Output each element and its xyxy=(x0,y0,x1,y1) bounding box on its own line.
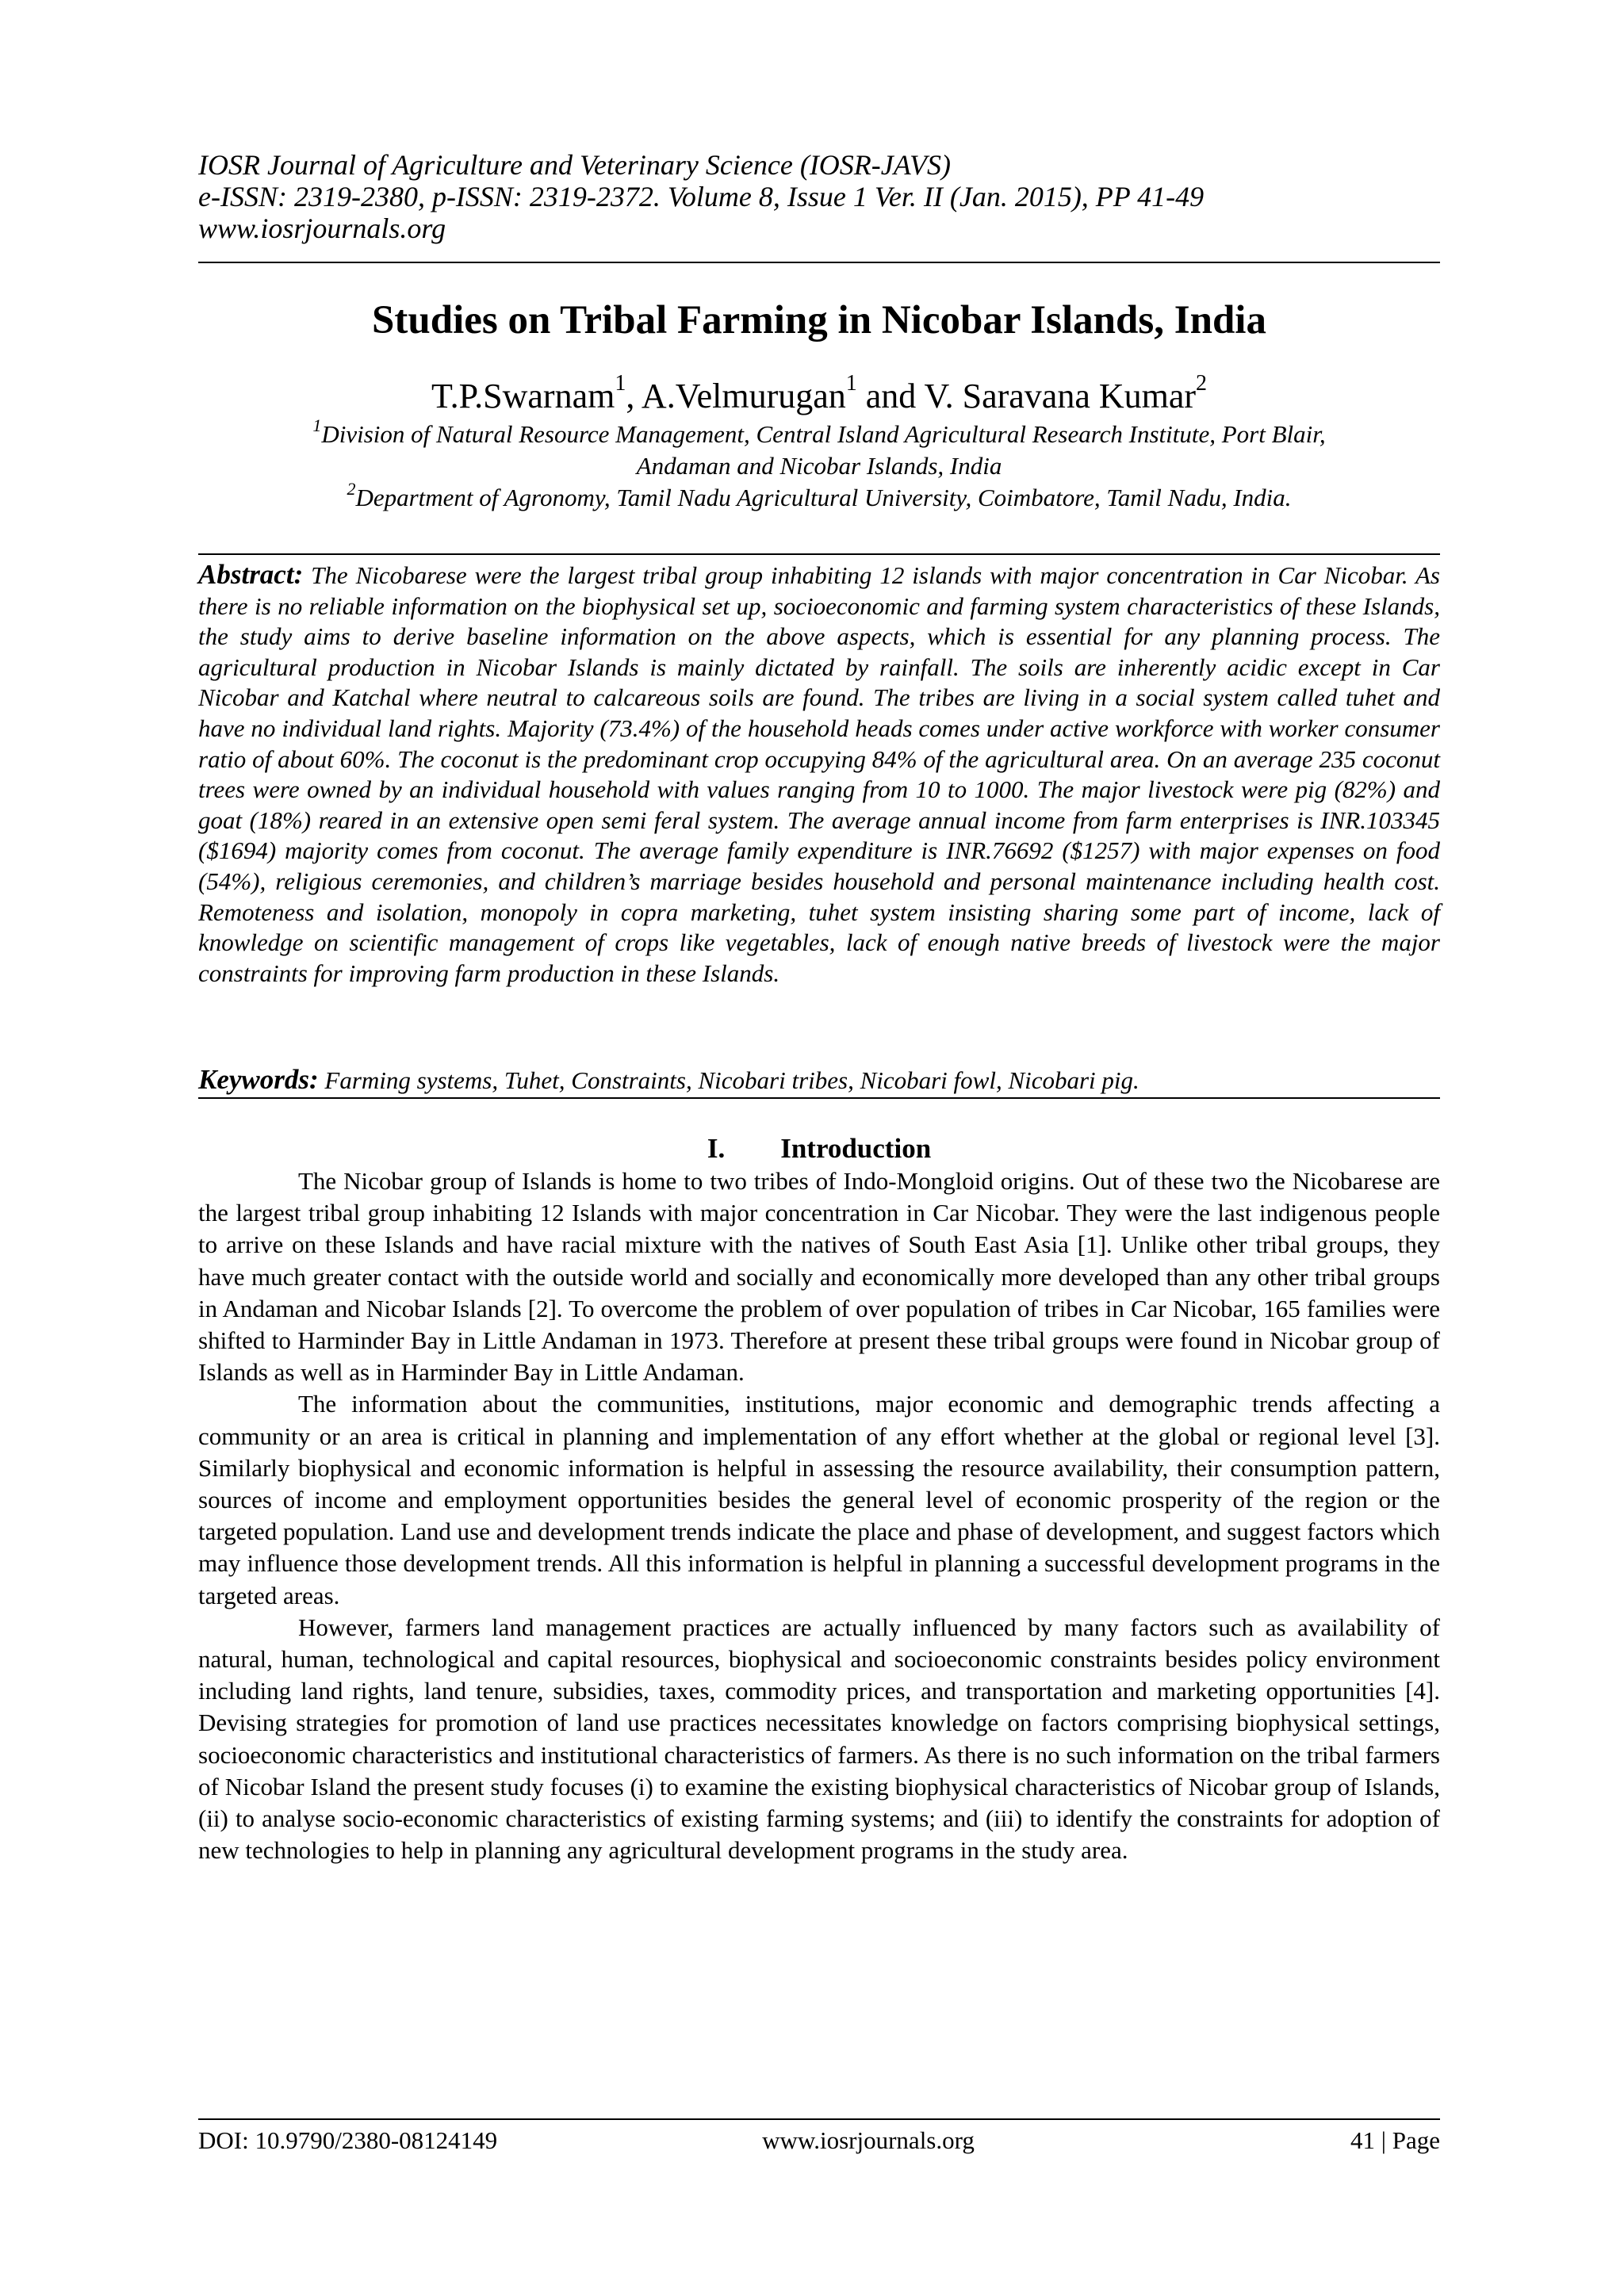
footer-website[interactable]: www.iosrjournals.org xyxy=(762,2126,975,2154)
abstract-bottom-rule xyxy=(198,1097,1440,1099)
paragraph: However, farmers land management practices are actually influenced by many factors such as availability of natural, human, technological and capital resources, biophysical and socioeconomic constraints besides policy environment including land rights, land tenure, subsidies, taxes, commodity prices, and transportation and marketing opportunities [4]. Devising strategies for promotion of land use practices necessitates knowledge on factors comprising biophysical settings, socioeconomic characteristics and institutional characteristics of farmers. As there is no such information on the tribal farmers of Nicobar Island the present study focuses (i) to examine the existing biophysical characteristics of Nicobar group of Islands, (ii) to analyse socio-economic characteristics of existing farming systems; and (iii) to identify the constraints for adoption of new technologies to help in planning any agricultural development programs in the study area. xyxy=(198,1613,1440,1865)
section-heading xyxy=(198,1132,1440,1165)
author-joiner: and xyxy=(856,377,925,415)
journal-name: IOSR Journal of Agriculture and Veterinary Science (IOSR-JAVS) xyxy=(198,149,951,181)
affiliation-mark: 1 xyxy=(312,415,322,435)
footer-doi: DOI: 10.9790/2380-08124149 xyxy=(198,2126,498,2154)
introduction-body xyxy=(198,1165,1440,1866)
affiliation-1 xyxy=(198,415,1440,450)
section-title: Introduction xyxy=(780,1133,932,1164)
abstract-label: Abstract: xyxy=(198,559,304,590)
author-list: T.P.Swarnam$^1$, A.Velmurugan$^1$ and V. Saravana Kumar$^2$ xyxy=(431,371,1208,415)
keywords-text: Farming systems, Tuhet, Constraints, Nicobari tribes, Nicobari fowl, Nicobari pig. xyxy=(324,1066,1139,1094)
journal-website[interactable]: www.iosrjournals.org xyxy=(198,212,446,244)
affiliation-1-line2: Andaman and Nicobar Islands, India xyxy=(636,452,1002,480)
affiliation-1-line1: Division of Natural Resource Management, Central Island Agricultural Research Institute, Port Blair, xyxy=(321,420,1326,448)
header-divider xyxy=(198,262,1440,263)
affiliation-2-text: Department of Agronomy, Tamil Nadu Agricultural University, Coimbatore, Tamil Nadu, India. xyxy=(355,484,1292,511)
affiliations xyxy=(198,415,1440,514)
journal-header xyxy=(198,149,1435,244)
author-name: T.P.Swarnam xyxy=(431,377,615,415)
footer-divider xyxy=(198,2118,1440,2120)
author-affiliation-mark: 2 xyxy=(1196,371,1208,396)
author-affiliation-mark: 1 xyxy=(845,371,857,396)
paper-title: Studies on Tribal Farming in Nicobar Islands, India xyxy=(372,298,1266,342)
author-name: A.Velmurugan xyxy=(641,377,846,415)
section-number: I. xyxy=(707,1133,726,1164)
keywords-label: Keywords: xyxy=(198,1064,319,1095)
abstract-text: The Nicobarese were the largest tribal group inhabiting 12 islands with major concentration in Car Nicobar. As there is no reliable information on the biophysical set up, socioeconomic and farming system characteristics of these Islands, the study aims to derive baseline information on the above aspects, which is essential for any planning process. The agricultural production in Nicobar Islands is mainly dictated by rainfall. The soils are inherently acidic except in Car Nicobar and Katchal where neutral to calcareous soils are found. The tribes are living in a social system called tuhet and have no individual land rights. Majority (73.4%) of the household heads comes under active workforce with worker consumer ratio of about 60%. The coconut is the predominant crop occupying 84% of the agricultural area. On an average 235 coconut trees were owned by an individual household with values ranging from 10 to 1000. The major livestock were pig (82%) and goat (18%) reared in an extensive open semi feral system. The average annual income from farm enterprises is INR.103345 ($1694) majority comes from coconut. The average family expenditure is INR.76692 ($1257) with major expenses on food (54%), religious ceremonies, and children’s marriage besides household and personal maintenance including health cost. Remoteness and isolation, monopoly in copra marketing, tuhet system insisting sharing some part of income, lack of knowledge on scientific management of crops like vegetables, lack of enough native breeds of livestock were the major constraints for improving farm production in these Islands. xyxy=(198,561,1441,987)
affiliation-2 xyxy=(198,479,1440,514)
keywords xyxy=(198,1064,1440,1096)
affiliation-mark: 2 xyxy=(347,479,356,499)
issn-line: e-ISSN: 2319-2380, p-ISSN: 2319-2372. Volume 8, Issue 1 Ver. II (Jan. 2015), PP 41-49 xyxy=(198,181,1205,212)
paragraph: The information about the communities, institutions, major economic and demographic trends affecting a community or an area is critical in planning and implementation of any effort whether at the global or regional level [3]. Similarly biophysical and economic information is helpful in assessing the resource availability, their consumption pattern, sources of income and employment opportunities besides the general level of economic prosperity of the region or the targeted population. Land use and development trends indicate the place and phase of development, and suggest factors which may influence those development trends. All this information is helpful in planning a successful development programs in the targeted areas. xyxy=(198,1390,1440,1609)
author-affiliation-mark: 1 xyxy=(615,371,626,396)
author-name: V. Saravana Kumar xyxy=(924,377,1197,415)
paragraph: The Nicobar group of Islands is home to two tribes of Indo-Mongloid origins. Out of these two the Nicobarese are the largest tribal group inhabiting 12 Islands with major concentration in Car Nicobar. They were the last indigenous people to arrive on these Islands and have racial mixture with the natives of South East Asia [1]. Unlike other tribal groups, they have much greater contact with the outside world and socially and economically more developed than any other tribal groups in Andaman and Nicobar Islands [2]. To overcome the problem of over population of tribes in Car Nicobar, 165 families were shifted to Harminder Bay in Little Andaman in 1973. Therefore at present these tribal groups were found in Nicobar group of Islands as well as in Harminder Bay in Little Andaman. xyxy=(198,1167,1440,1387)
abstract xyxy=(198,560,1440,989)
abstract-top-rule xyxy=(198,553,1440,555)
footer-page-number: 41 | Page xyxy=(1350,2126,1440,2154)
